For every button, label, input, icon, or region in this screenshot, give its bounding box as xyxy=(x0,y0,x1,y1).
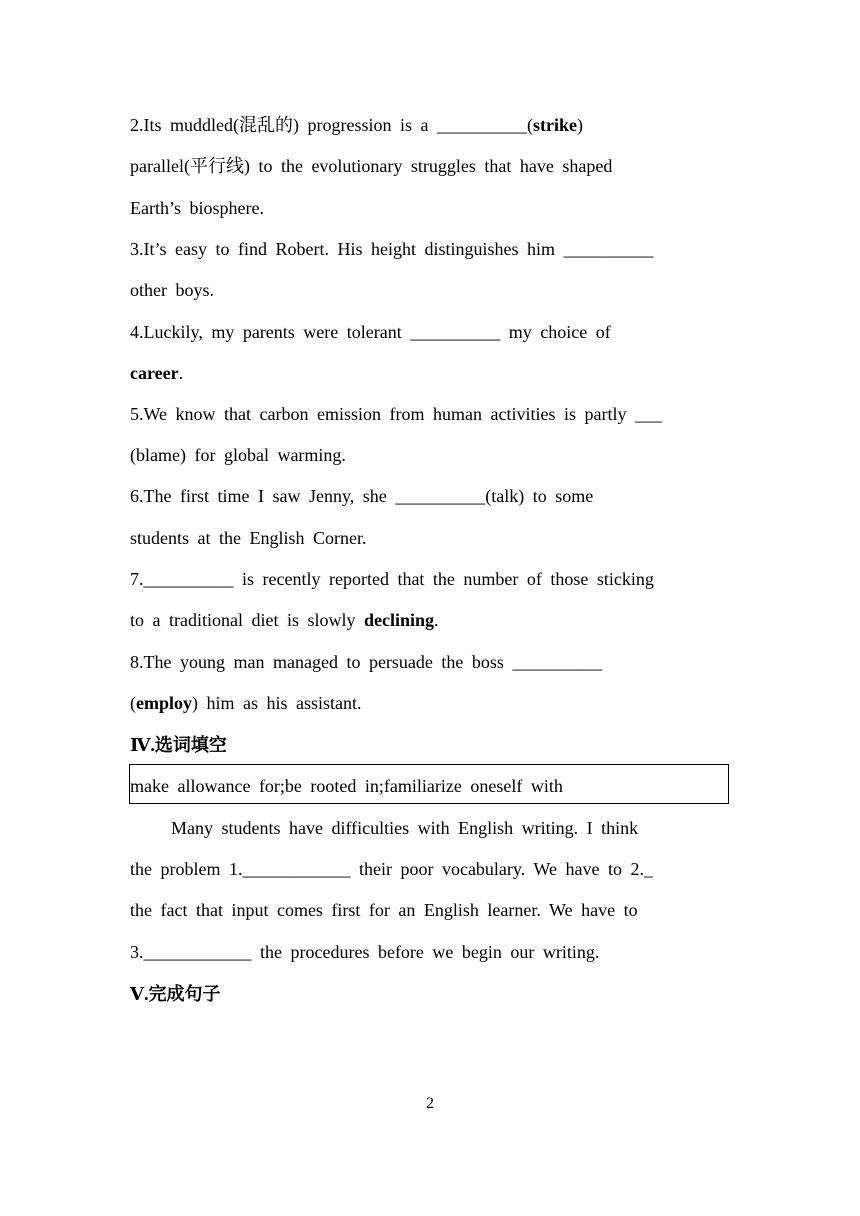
q7-period: . xyxy=(434,610,439,630)
q6-line-1: 6.The first time I saw Jenny, she __________(talk) to some xyxy=(130,486,594,506)
q6-line-2: students at the English Corner. xyxy=(130,528,367,548)
q4-period: . xyxy=(178,363,184,383)
section-4-heading: Ⅳ.选词填空 xyxy=(130,735,227,755)
q5-line-2: (blame) for global warming. xyxy=(130,445,346,465)
passage-line-2: the problem 1.____________ their poor vocabulary. We have to 2._ xyxy=(130,859,653,879)
page-number: 2 xyxy=(426,1095,434,1112)
q2-keyword: strike xyxy=(532,115,577,135)
q2-line-3: Earth’s biosphere. xyxy=(130,198,264,218)
q7-line-2 xyxy=(130,608,730,632)
q8-open-paren: ( xyxy=(130,693,136,713)
passage-line-3: the fact that input comes first for an English learner. We have to xyxy=(130,900,638,920)
q8-line-2 xyxy=(130,691,730,715)
q7-keyword: declining xyxy=(363,610,434,630)
q3-line-1: 3.It’s easy to find Robert. His height distinguishes him __________ xyxy=(130,239,654,259)
q4-line-1: 4.Luckily, my parents were tolerant __________ my choice of xyxy=(130,322,611,342)
q8-line-1: 8.The young man managed to persuade the boss __________ xyxy=(130,652,603,672)
passage-line-4: 3.____________ the procedures before we begin our writing. xyxy=(130,942,600,962)
q7-line-1: 7.__________ is recently reported that the number of those sticking xyxy=(130,569,654,589)
section-5-heading: Ⅴ.完成句子 xyxy=(130,984,221,1004)
q7-text: to a traditional diet is slowly xyxy=(130,610,364,630)
q3-line-2: other boys. xyxy=(130,280,214,300)
q5-line-1: 5.We know that carbon emission from human activities is partly ___ xyxy=(130,404,662,424)
q4-keyword: career xyxy=(130,363,179,383)
q2-line-2: parallel(平行线) to the evolutionary struggles that have shaped xyxy=(130,156,613,176)
q2-paren: ) xyxy=(576,115,583,135)
passage-line-1: Many students have difficulties with English writing. I think xyxy=(171,818,639,838)
q2-text: 2.Its muddled(混乱的) progression is a __________( xyxy=(130,115,533,135)
q4-line-2 xyxy=(130,361,730,385)
word-bank-box xyxy=(129,764,729,804)
word-bank-text: make allowance for;be rooted in;familiarize oneself with xyxy=(130,776,563,796)
q8-text: ) him as his assistant. xyxy=(192,693,362,713)
q2-line-1 xyxy=(130,113,730,137)
q8-keyword: employ xyxy=(136,693,192,713)
